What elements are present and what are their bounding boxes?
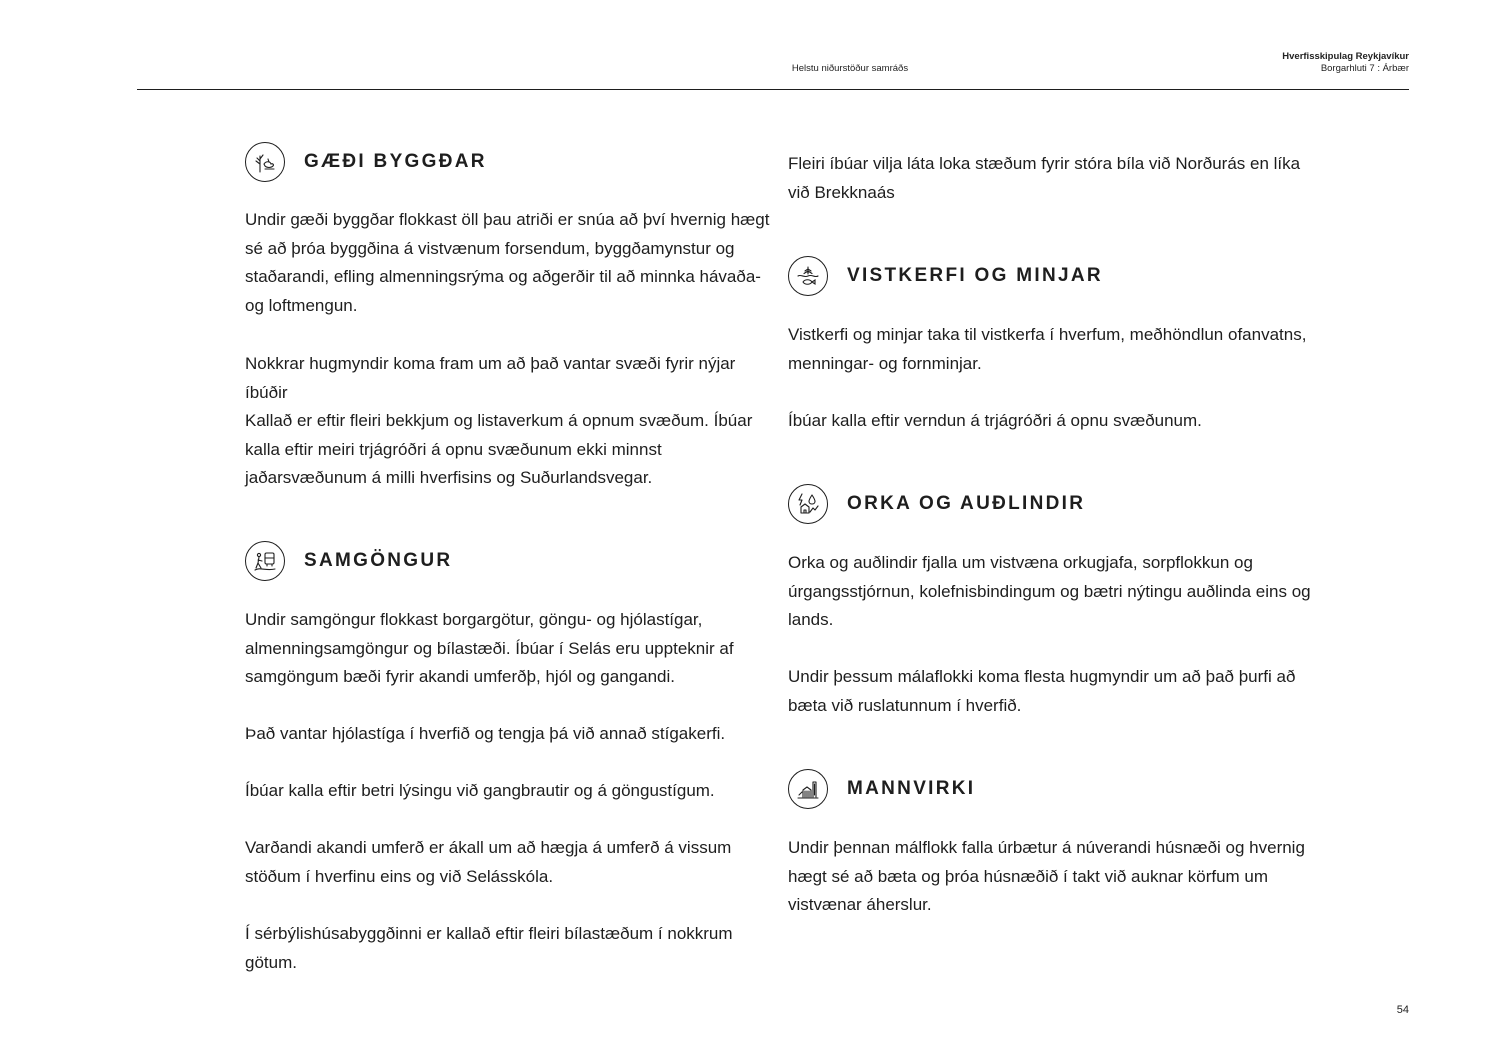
paragraph: Undir þennan málflokk falla úrbætur á núverandi húsnæði og hvernig hægt sé að bæta og þróa húsnæðið í takt við auknar körfum um vistvænar áherslur. <box>788 838 1305 915</box>
section-title: ORKA OG AUÐLINDIR <box>847 493 1086 514</box>
paragraph: Vistkerfi og minjar taka til vistkerfa í hverfum, meðhöndlun ofanvatns, menningar- og fornminjar. <box>788 325 1307 373</box>
document-title: Hverfisskipulag Reykjavíkur <box>1282 51 1409 62</box>
paragraph: Íbúar kalla eftir betri lýsingu við gangbrautir og á göngustígum. <box>245 781 715 800</box>
section-heading-orka <box>788 484 1085 524</box>
section-heading-gaedi-byggdar <box>245 142 487 182</box>
document-subtitle: Borgarhluti 7 : Árbær <box>1320 63 1409 74</box>
section-heading-mannvirki <box>788 769 975 809</box>
paragraph: Fleiri íbúar vilja láta loka stæðum fyrir stóra bíla við Norðurás en líka við Brekknaás <box>788 154 1301 202</box>
section-title: SAMGÖNGUR <box>304 550 453 571</box>
paragraph: Nokkrar hugmyndir koma fram um að það vantar svæði fyrir nýjar íbúðir <box>245 354 736 402</box>
running-header-document <box>1282 51 1409 75</box>
paragraph: Undir þessum málaflokki koma flesta hugmyndir um að það þurfi að bæta við ruslatunnum í hverfið. <box>788 667 1296 715</box>
section-title: MANNVIRKI <box>847 778 976 799</box>
paragraph: Varðandi akandi umferð er ákall um að hægja á umferð á vissum stöðum í hverfinu eins og við Selásskóla. <box>245 838 732 886</box>
page-number: 54 <box>1396 1004 1409 1016</box>
paragraph: Það vantar hjólastíga í hverfið og tengja þá við annað stígakerfi. <box>245 724 726 743</box>
section-heading-samgongur <box>245 541 452 581</box>
paragraph: Undir gæði byggðar flokkast öll þau atriði er snúa að því hvernig hægt sé að þróa byggðina á vistvænum forsendum, byggðamynstur og staðarandi, efling almenningsrýma og aðgerðir til að minnka hávaða- og loftmengun. <box>245 210 770 315</box>
buildings-icon <box>788 769 828 809</box>
tree-bird-icon <box>245 142 285 182</box>
paragraph: Í sérbýlishúsabyggðinni er kallað eftir fleiri bílastæðum í nokkrum götum. <box>245 924 733 972</box>
ecosystem-icon <box>788 256 828 296</box>
header-rule <box>137 89 1409 90</box>
section-title: VISTKERFI OG MINJAR <box>847 265 1103 286</box>
section-heading-vistkerfi <box>788 256 1103 296</box>
paragraph: Íbúar kalla eftir verndun á trjágróðri á opnu svæðunum. <box>788 411 1202 430</box>
running-header-section: Helstu niðurstöður samráðs <box>791 63 909 74</box>
paragraph: Orka og auðlindir fjalla um vistvæna orkugjafa, sorpflokkun og úrgangsstjórnun, kolefnisbindingum og bætri nýtingu auðlinda eins og lands. <box>788 553 1311 630</box>
energy-icon <box>788 484 828 524</box>
transport-icon <box>245 541 285 581</box>
section-title: GÆÐI BYGGÐAR <box>304 151 487 172</box>
paragraph: Kallað er eftir fleiri bekkjum og listaverkum á opnum svæðum. Íbúar kalla eftir meiri trjágróðri á opnu svæðunum ekki minnst jaðarsvæðunum á milli hverfisins og Suðurlandsvegar. <box>245 411 753 488</box>
paragraph: Undir samgöngur flokkast borgargötur, göngu- og hjólastígar, almenningsamgöngur og bílastæði. Íbúar í Selás eru uppteknir af samgöngum bæði fyrir akandi umferðþ, hjól og gangandi. <box>245 610 734 687</box>
